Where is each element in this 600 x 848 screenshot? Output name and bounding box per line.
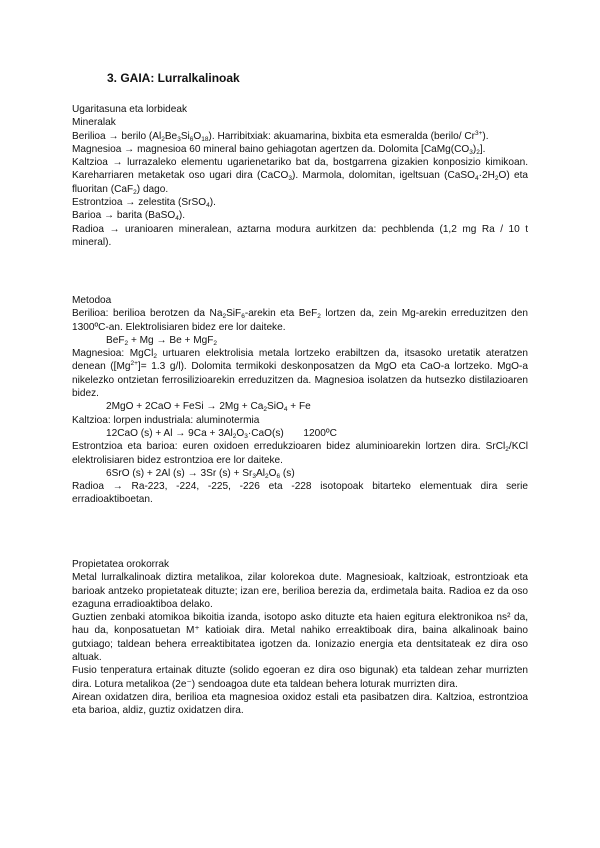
equation: 2MgO + 2CaO + FeSi → $2Mg + Ca_2SiO_4 + Fe$ [106, 401, 311, 414]
paragraph: Airean oxidatzen dira, berilioa eta magnesioa oxidoz estali eta pasibatzen dira. Kaltzioa, estrontzioa eta barioa, aldiz, guztiz oxidatzen dira. [72, 691, 528, 717]
paragraph: Radioa → uranioaren mineralean, aztarna modura aurkitzen da: pechblenda (1,2 mg Ra / 10 t mineral). [72, 223, 528, 248]
paragraph: Radioa → Ra-223, -224, -225, -226 eta -228 isotopoak bitarteko elementuak dira serie erradioaktiboetan. [72, 481, 528, 506]
paragraph: Mineralak [72, 117, 116, 129]
section-method [72, 294, 528, 507]
section-properties [72, 558, 528, 718]
equation: BeF$_2$ + Mg → Be + MgF$_2$ [106, 334, 218, 347]
paragraph: Kaltzioa → lurrazaleko elementu ugarienetariko bat da, bostgarrena gizakien konposizio kimikoan. Kareharriaren metaketak oso ugari dira (CaCO$_3$). Marmola, dolomitan, igeltsuan $(CaSO_4\cdot 2H_2O)$ eta fluoritan (CaF$_2$) dago. [72, 157, 528, 196]
paragraph: Fusio tenperatura ertainak dituzte (solido egoeran ez dira oso bigunak) eta taldean zehar murrizten dira. Lotura metalikoa (2e⁻) sendoagoa dute eta taldean behera loturak murrizten dira. [72, 665, 528, 690]
section-heading: Metodoa [72, 295, 112, 306]
equation: 6SrO (s) + 2Al (s) → 3Sr $(s) + Sr_3Al_2O_6$ (s) [106, 467, 295, 480]
paragraph: Guztien zenbaki atomikoa bikoitia izanda, isotopo asko dituzte eta haien egitura elektronikoa ns² da, hau da, konposatuetan M⁺ katioiak dira. Metal nahiko erreaktiboak dira, baina alkalinoak baino gutxiago; taldean behera erreaktibitatea igotzen da. Ionizazio energia eta dentsitateak ez dira oso altuak. [72, 612, 528, 664]
paragraph: Berilioa → berilo $(Al_2Be_3Si_6O_{18})$. Harribitxiak: akuamarina, bixbita eta esmeralda (berilo/ $Cr^{3+}$). [72, 129, 489, 143]
paragraph: Estrontzioa eta barioa: euren oxidoen erredukzioaren bidez aluminioarekin lortzen dira. SrCl$_2$/KCl elektrolisiaren bidez estrontzioa ere lor daiteke. [72, 441, 528, 466]
section-occurrence [72, 103, 528, 249]
paragraph: Barioa → barita (BaSO$_4$). [72, 210, 186, 223]
page-title: 3. GAIA: Lurralkalinoak [107, 71, 240, 85]
paragraph: Metal lurralkalinoak diztira metalikoa, zilar kolorekoa dute. Magnesioak, kaltzioak, estrontzioak eta barioak antzeko propietateak dituzte; izan ere, berilioa berezia da, erdimetala baita. Radioa ez da oso ezaguna erradioaktiboa delako. [72, 572, 528, 610]
section-heading: Ugaritasuna eta lorbideak [72, 104, 188, 115]
paragraph: Kaltzioa: lorpen industriala: aluminotermia [72, 414, 260, 426]
paragraph: Magnesioa → magnesioa 60 mineral baino gehiagotan agertzen da. Dolomita $[CaMg(CO_3)_2]$. [72, 143, 486, 156]
paragraph: Magnesioa: MgCl$_2$ urtuaren elektrolisia metala lortzeko erabiltzen da, itsasoko uretatik ateratzen denean ($[Mg^{2+}]= 1.3$ g/l). Dolomita termikoki deskonposatzen da MgO eta CaO-a lortzeko. MgO-a nikelezko ontzietan ferrosilizioarekin erreduzitzen da. Magnesioa isolatzen da hutsezko distilazioaren bidez. [72, 348, 528, 400]
section-heading: Propietatea orokorrak [72, 559, 170, 570]
paragraph: Estrontzioa → zelestita (SrSO$_4$). [72, 197, 216, 210]
paragraph: Berilioa: berilioa berotzen da $Na_2SiF_6$-arekin eta BeF$_2$ lortzen da, zein Mg-arekin erreduzitzen den 1300ºC-an. Elektrolisiaren bidez ere lor daiteke. [72, 308, 528, 333]
equation: 12CaO $(s) + Al \to 9Ca + 3Al_2O_3\cdot CaO(s)$ 1200ºC [106, 427, 337, 440]
